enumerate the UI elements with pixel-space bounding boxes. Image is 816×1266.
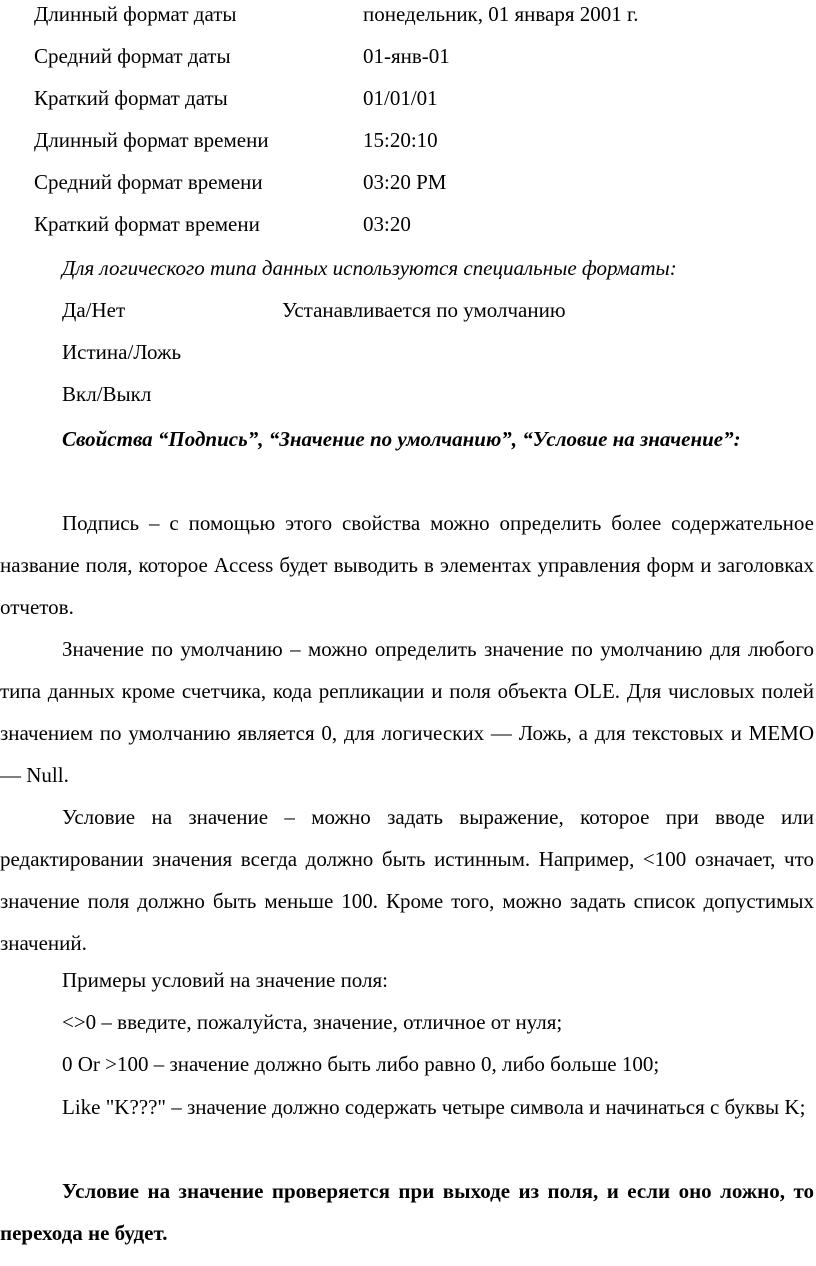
- date-format-value: 01/01/01: [363, 86, 438, 110]
- caption-paragraph: Подпись – с помощью этого свойства можно определить более содержательное название поля, которое Access будет выводить в элементах управления форм и заголовках отчетов.: [0, 511, 814, 619]
- date-format-label: Краткий формат времени: [34, 212, 260, 236]
- logical-formats-intro: Для логического типа данных используются специальные форматы:: [62, 256, 677, 280]
- conclusion-paragraph: Условие на значение проверяется при выходе из поля, и если оно ложно, то перехода не будет.: [0, 1179, 814, 1245]
- example-or-rule: 0 Or >100 – значение должно быть либо равно 0, либо больше 100;: [62, 1052, 660, 1076]
- examples-heading: Примеры условий на значение поля:: [62, 968, 389, 992]
- example-like-rule: Like "K???" – значение должно содержать четыре символа и начинаться с буквы K;: [62, 1095, 806, 1119]
- date-format-label: Длинный формат времени: [34, 128, 269, 152]
- logical-format-label: Истина/Ложь: [62, 340, 182, 364]
- example-nonzero: <>0 – введите, пожалуйста, значение, отличное от нуля;: [62, 1010, 563, 1034]
- logical-format-label: Да/Нет: [62, 298, 126, 322]
- date-format-label: Краткий формат даты: [34, 86, 228, 110]
- properties-heading: Свойства “Подпись”, “Значение по умолчанию”, “Условие на значение”:: [62, 427, 741, 451]
- date-format-label: Средний формат времени: [34, 170, 263, 194]
- logical-format-note: Устанавливается по умолчанию: [282, 298, 566, 322]
- default-value-paragraph: Значение по умолчанию – можно определить значение по умолчанию для любого типа данных кроме счетчика, кода репликации и поля объекта OLE. Для числовых полей значением по умолчанию является 0, для логических — Ложь, а для текстовых и MEMO — Null.: [0, 637, 814, 787]
- validation-paragraph: Условие на значение – можно задать выражение, которое при вводе или редактировании значения всегда должно быть истинным. Например, <100 означает, что значение поля должно быть меньше 100. Кроме того, можно задать список допустимых значений.: [0, 805, 814, 955]
- logical-format-label: Вкл/Выкл: [62, 382, 152, 406]
- date-format-value: понедельник, 01 января 2001 г.: [363, 2, 639, 26]
- date-format-label: Средний формат даты: [34, 44, 231, 68]
- date-format-value: 01-янв-01: [363, 44, 450, 68]
- date-format-value: 03:20: [363, 212, 411, 236]
- date-format-label: Длинный формат даты: [34, 2, 237, 26]
- date-format-value: 03:20 PM: [363, 170, 447, 194]
- date-format-value: 15:20:10: [363, 128, 438, 152]
